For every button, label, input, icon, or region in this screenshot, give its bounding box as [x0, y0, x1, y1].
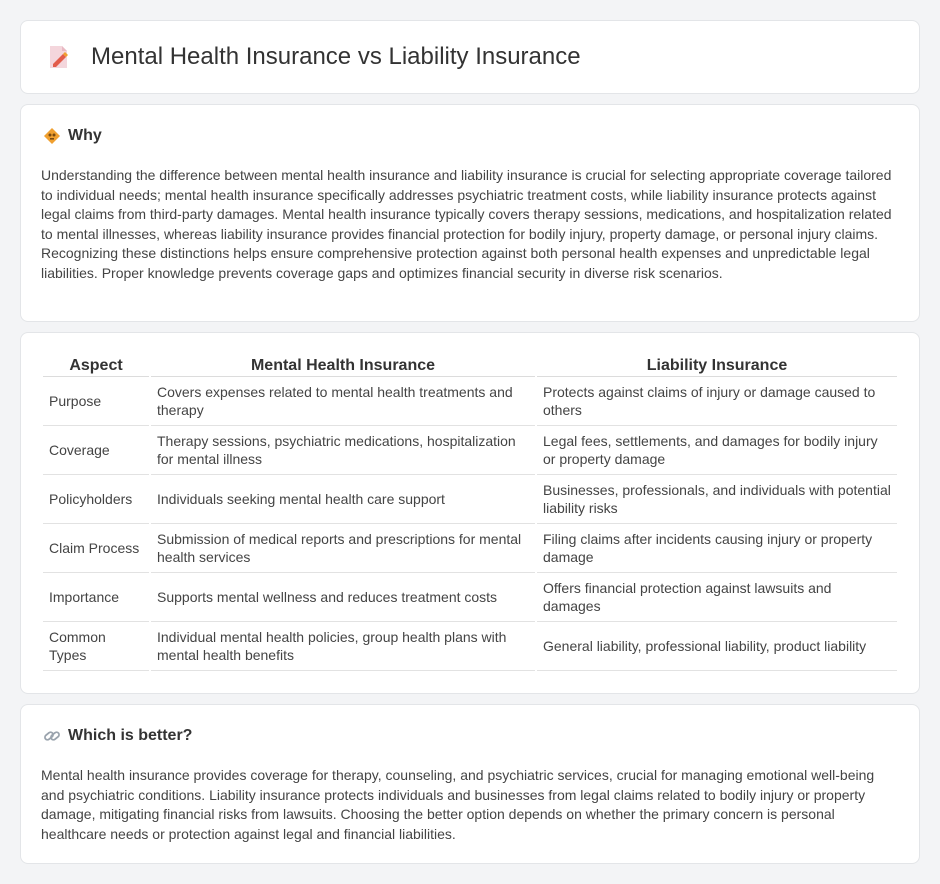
why-text: Understanding the difference between mental health insurance and liability insurance is crucial for selecting appropriate coverage tailored to individual needs; mental health insurance specifically addresses psychiatric treatment costs, while liability insurance protects against legal claims from third-party damages. Mental health insurance typically covers therapy sessions, medications, and hospitalization related to mental illnesses, whereas liability insurance provides financial protection for bodily injury, property damage, or personal injury claims. Recognizing these distinctions helps ensure comprehensive protection against both personal health expenses and unpredictable legal liabilities. Proper knowledge prevents coverage gaps and optimizes financial security in diverse risk scenarios. [41, 167, 892, 281]
table-header-row [43, 353, 897, 377]
table-row [43, 622, 897, 671]
why-heading: Why [68, 127, 102, 144]
table-row [43, 475, 897, 524]
mental-health-cell: Covers expenses related to mental health treatments and therapy [151, 377, 535, 426]
liability-cell: Filing claims after incidents causing injury or property damage [537, 524, 897, 573]
mental-health-cell: Individuals seeking mental health care support [151, 475, 535, 524]
puzzle-diamond-icon [43, 127, 61, 145]
why-section [20, 104, 920, 322]
link-icon [43, 727, 61, 745]
aspect-cell: Importance [43, 573, 149, 622]
mental-health-cell: Individual mental health policies, group health plans with mental health benefits [151, 622, 535, 671]
header-aspect: Aspect [43, 353, 149, 377]
which-is-better-heading: Which is better? [68, 727, 193, 744]
liability-cell: General liability, professional liability, product liability [537, 622, 897, 671]
comparison-table [41, 353, 899, 671]
liability-cell: Businesses, professionals, and individuals with potential liability risks [537, 475, 897, 524]
liability-cell: Protects against claims of injury or damage caused to others [537, 377, 897, 426]
which-is-better-section [20, 704, 920, 864]
header-liability: Liability Insurance [537, 353, 897, 377]
mental-health-cell: Therapy sessions, psychiatric medications, hospitalization for mental illness [151, 426, 535, 475]
mental-health-cell: Submission of medical reports and prescriptions for mental health services [151, 524, 535, 573]
header-mental-health: Mental Health Insurance [151, 353, 535, 377]
document-edit-icon [45, 43, 73, 71]
aspect-cell: Common Types [43, 622, 149, 671]
aspect-cell: Claim Process [43, 524, 149, 573]
which-is-better-text: Mental health insurance provides coverage for therapy, counseling, and psychiatric services, crucial for managing emotional well-being and psychiatric conditions. Liability insurance protects individuals and businesses from legal claims related to bodily injury or property damage, mitigating financial risks from lawsuits. Choosing the better option depends on whether the primary concern is personal healthcare needs or protection against legal and financial liabilities. [41, 767, 875, 842]
page-title: Mental Health Insurance vs Liability Insurance [91, 43, 581, 70]
table-row [43, 524, 897, 573]
mental-health-cell: Supports mental wellness and reduces treatment costs [151, 573, 535, 622]
aspect-cell: Coverage [43, 426, 149, 475]
header-card [20, 20, 920, 94]
table-row [43, 377, 897, 426]
comparison-table-card [20, 332, 920, 694]
table-row [43, 426, 897, 475]
liability-cell: Legal fees, settlements, and damages for bodily injury or property damage [537, 426, 897, 475]
aspect-cell: Purpose [43, 377, 149, 426]
table-row [43, 573, 897, 622]
aspect-cell: Policyholders [43, 475, 149, 524]
liability-cell: Offers financial protection against lawsuits and damages [537, 573, 897, 622]
